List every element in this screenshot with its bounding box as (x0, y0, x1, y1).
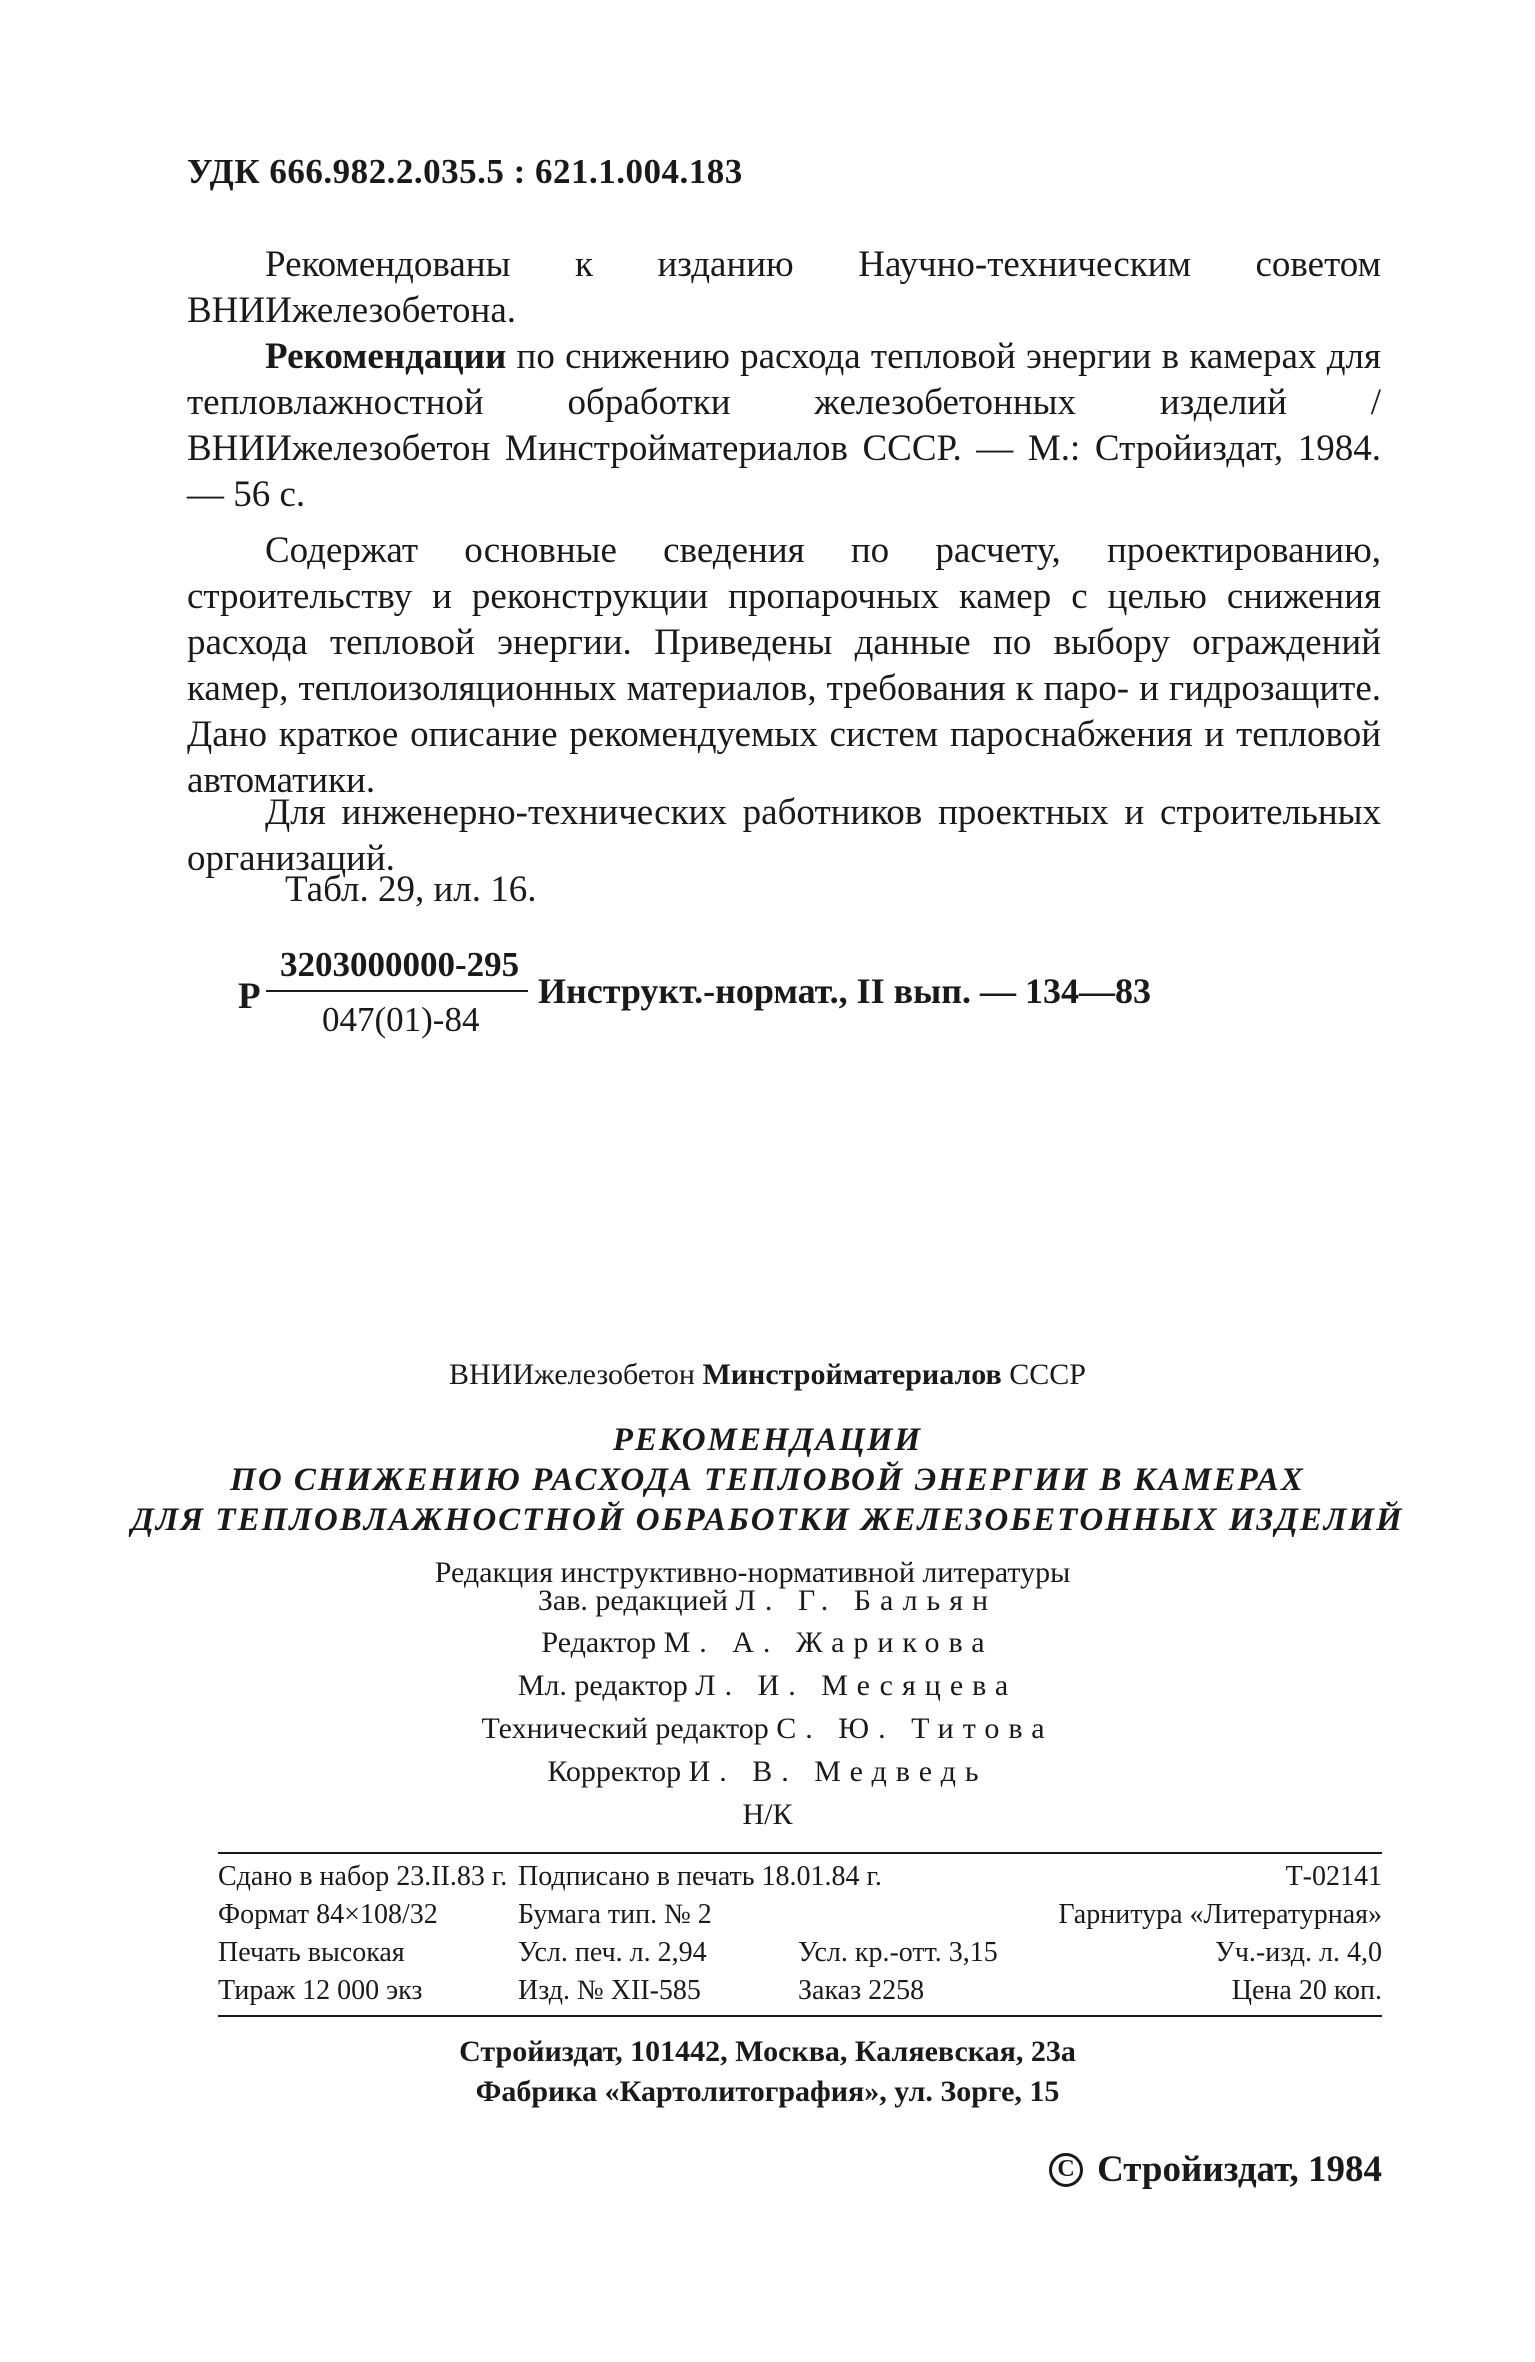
bibliographic-title: Рекомендации (265, 336, 507, 377)
recommendation-line-1: Рекомендованы к изданию Научно-техническим советом (265, 244, 1381, 285)
table-row: Печать высокая Усл. печ. л. 2,94 Усл. кр.-отт. 3,15 Уч.-изд. л. 4,0 (218, 1937, 1382, 1968)
proofreader: Корректор И. В. Медведь (547, 1755, 988, 1788)
index-fraction-bar (266, 990, 528, 992)
annotation-text: Содержат основные сведения по расчету, проектированию, строительству и реконструкции пропарочных камер с целью снижения расхода тепловой энергии. Приведены данные по выбору ограждений камер, теплоизоляционных материалов, требования к паро- и гидрозащите. Дано краткое описание рекомендуемых систем пароснабжения и тепловой автоматики. (187, 530, 1381, 801)
index-prefix: Р (238, 976, 261, 1017)
copyright-text: Стройиздат, 1984 (1097, 2149, 1382, 2190)
table-row: Сдано в набор 23.II.83 г. Подписано в печать 18.01.84 г. Т-02141 (218, 1861, 1382, 1892)
technical-editor: Технический редактор С. Ю. Титова (481, 1712, 1054, 1745)
junior-editor: Мл. редактор Л. И. Месяцева (517, 1669, 1018, 1702)
copyright-notice (1049, 2148, 1382, 2191)
editorial-office: Редакция инструктивно-нормативной литературы (434, 1556, 1071, 1589)
table-row: Тираж 12 000 экз Изд. № XII-585 Заказ 2258 Цена 20 коп. (218, 1975, 1382, 2006)
print-data-bottom-rule (218, 2015, 1382, 2017)
index-text: Инструкт.-нормат., II вып. — 134—83 (538, 971, 1151, 1011)
recommendation-note (187, 242, 1381, 334)
print-data-top-rule (218, 1852, 1382, 1854)
publisher-address: Стройиздат, 101442, Москва, Каляевская, 23а (459, 2035, 1076, 2068)
table-row: Формат 84×108/32 Бумага тип. № 2 Гарнитура «Литературная» (218, 1899, 1382, 1930)
udk-code: УДК 666.982.2.035.5 : 621.1.004.183 (187, 152, 743, 191)
print-data-table (218, 1858, 1382, 2010)
bibliographic-record (187, 334, 1381, 518)
colophon-title-line-3: ДЛЯ ТЕПЛОВЛАЖНОСТНОЙ ОБРАБОТКИ ЖЕЛЕЗОБЕТОННЫХ ИЗДЕЛИЙ (131, 1502, 1404, 1538)
copyright-icon: C (1049, 2153, 1083, 2187)
tables-illustrations-count: Табл. 29, ил. 16. (285, 869, 537, 910)
index-numerator: 3203000000-295 (280, 945, 520, 984)
head-of-office: Зав. редакцией Л. Г. Бальян (537, 1584, 998, 1617)
annotation (187, 528, 1381, 804)
colophon-organization: ВНИИжелезобетон Минстройматериалов СССР (449, 1358, 1086, 1391)
editor: Редактор М. А. Жарикова (541, 1626, 994, 1659)
colophon-title-line-2: ПО СНИЖЕНИЮ РАСХОДА ТЕПЛОВОЙ ЭНЕРГИИ В КАМЕРАХ (230, 1462, 1305, 1498)
nk-mark: Н/К (742, 1798, 793, 1831)
index-denominator: 047(01)-84 (322, 1000, 480, 1039)
audience-text: Для инженерно-технических работников проектных и строительных организаций. (187, 792, 1381, 879)
bibliographic-text: по снижению расхода тепловой энергии в камерах для тепловлажностной обработки железобетонных изделий /ВНИИжелезобетон Минстройматериалов СССР. — М.: Стройиздат, 1984. — 56 с. (187, 336, 1382, 515)
printing-factory: Фабрика «Картолитография», ул. Зорге, 15 (475, 2075, 1060, 2108)
recommendation-line-2: ВНИИжелезобетона. (187, 290, 516, 331)
colophon-title-line-1: РЕКОМЕНДАЦИИ (612, 1422, 923, 1458)
